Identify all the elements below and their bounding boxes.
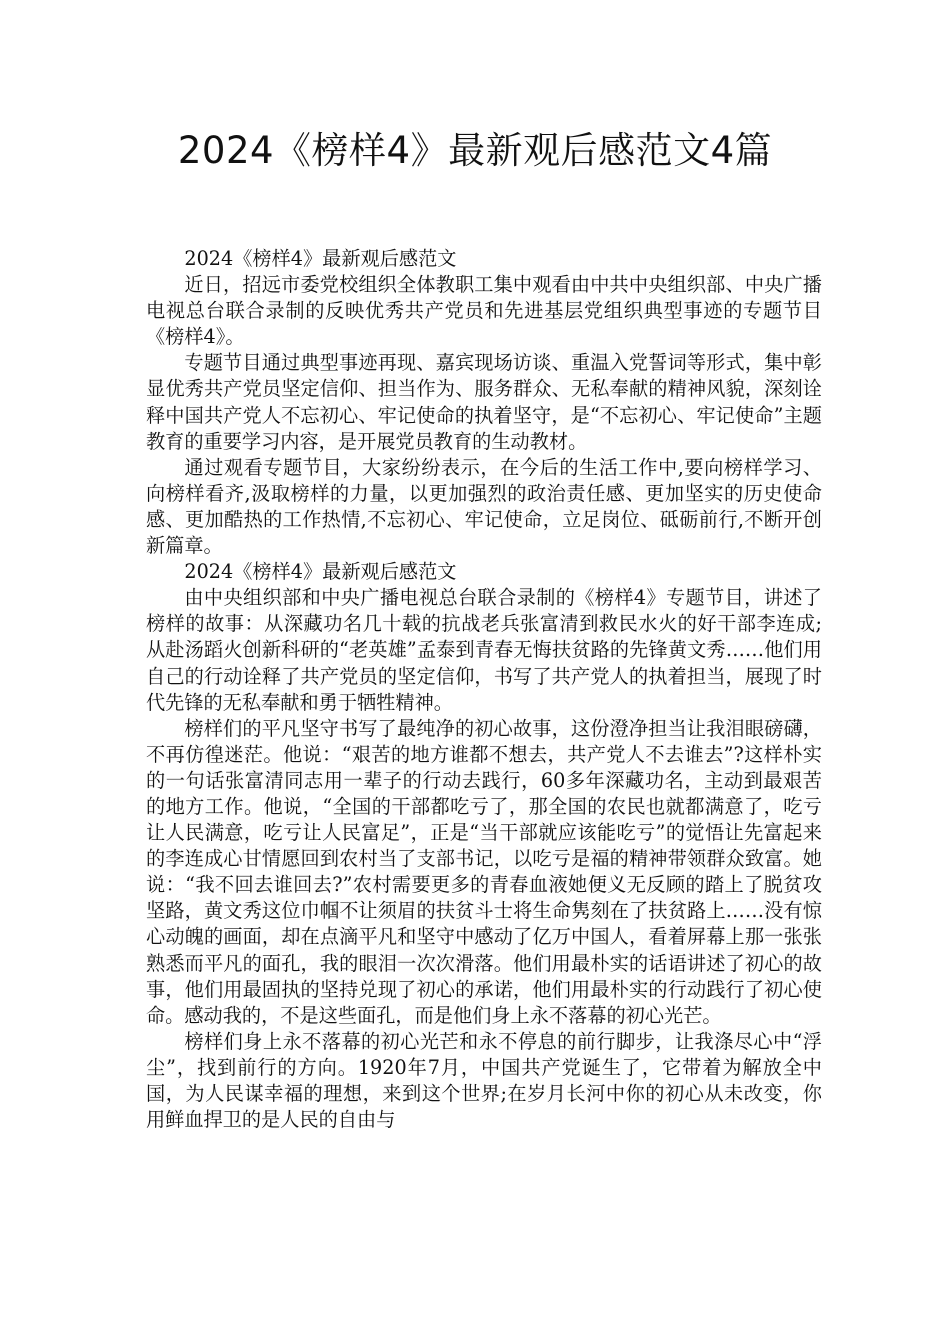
paragraph: 专题节目通过典型事迹再现、嘉宾现场访谈、重温入党誓词等形式，集中彰显优秀共产党员坚定信仰、担当作为、服务群众、无私奉献的精神风貌，深刻诠释中国共产党人不忘初心、牢记使命的执着坚守，是“不忘初心、牢记使命”主题教育的重要学习内容，是开展党员教育的生动教材。 [146,351,822,453]
paragraph: 通过观看专题节目，大家纷纷表示，在今后的生活工作中,要向榜样学习、向榜样看齐,汲取榜样的力量，以更加强烈的政治责任感、更加坚实的历史使命感、更加酷热的工作热情,不忘初心、牢记使命，立足岗位、砥砺前行,不断开创新篇章。 [146,455,822,558]
paragraph: 由中央组织部和中央广播电视总台联合录制的《榜样4》专题节目，讲述了榜样的故事：从深藏功名几十载的抗战老兵张富清到救民水火的好干部李连成;从赴汤蹈火创新科研的“老英雄”孟泰到青春无悔扶贫路的先锋黄文秀……他们用自己的行动诠释了共产党员的坚定信仰，书写了共产党人的执着担当，展现了时代先锋的无私奉献和勇于牺牲精神。 [146,586,822,714]
paragraph: 近日，招远市委党校组织全体教职工集中观看由中共中央组织部、中央广播电视总台联合录制的反映优秀共产党员和先进基层党组织典型事迹的专题节目《榜样4》。 [146,273,822,349]
document-body [146,246,822,1133]
document-title: 2024《榜样4》最新观后感范文4篇 [177,129,773,172]
section-heading-2: 2024《榜样4》最新观后感范文 [184,560,457,584]
section-heading-1: 2024《榜样4》最新观后感范文 [184,247,457,270]
paragraph: 榜样们的平凡坚守书写了最纯净的初心故事，这份澄净担当让我泪眼磅礴，不再仿徨迷茫。他说：“艰苦的地方谁都不想去，共产党人不去谁去”?这样朴实的一句话张富清同志用一辈子的行动去践行，60多年深藏功名，主动到最艰苦的地方工作。他说，“全国的干部都吃亏了，那全国的农民也就都满意了，吃亏让人民满意，吃亏让人民富足”，正是“当干部就应该能吃亏”的觉悟让先富起来的李连成心甘情愿回到农村当了支部书记，以吃亏是福的精神带领群众致富。她说：“我不回去谁回去?”农村需要更多的青春血液她便义无反顾的踏上了脱贫攻坚路，黄文秀这位巾帼不让须眉的扶贫斗士将生命隽刻在了扶贫路上……没有惊心动魄的画面，却在点滴平凡和坚守中感动了亿万中国人，看着屏幕上那一张张熟悉而平凡的面孔，我的眼泪一次次滑落。他们用最朴实的话语讲述了初心的故事，他们用最固执的坚持兑现了初心的承诺，他们用最朴实的行动践行了初心使命。感动我的，不是这些面孔，而是他们身上永不落幕的初心光芒。 [146,716,822,1027]
paragraph: 榜样们身上永不落幕的初心光芒和永不停息的前行脚步，让我涤尽心中“浮尘”，找到前行的方向。1920年7月，中国共产党诞生了，它带着为解放全中国，为人民谋幸福的理想，来到这个世界;在岁月长河中你的初心从未改变，你用鲜血捍卫的是人民的自由与 [146,1029,822,1132]
